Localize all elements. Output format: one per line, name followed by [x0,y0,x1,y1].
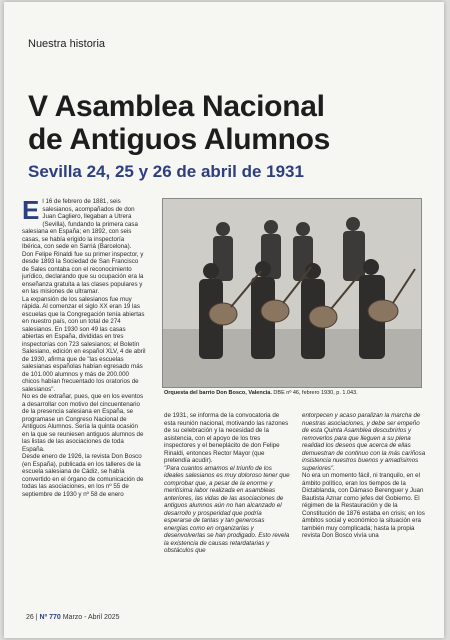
paragraph: l 16 de febrero de 1881, seis salesianos, acompañados de don Juan Cagliero, llegaban a Utrera (Sevilla), fundando la primera casa salesiana en España; en 1892, con seis casas, se había erigido la inspectoría Ibérica, con sede en Sarriá (Barcelona). [22,198,138,250]
title-line-1: V Asamblea Nacional [28,90,325,123]
orchestra-photo-image [163,199,421,387]
page-footer: 26 | Nº 770 Marzo - Abril 2025 [26,614,120,621]
paragraph: Don Felipe Rinaldi fue su primer inspector, y desde 1893 la Sociedad de San Francisco de Sales contaba con el reconocimiento jurídico, declarando que su ocupación era la enseñanza gratuita a las clases populares y en las misiones de ultramar. [22,250,144,295]
title-line-2: de Antiguos Alumnos [28,123,331,156]
quote-paragraph: entorpecen y acaso paralizan la marcha de nuestras asociaciones, y debe ser empeño de esta Quinta Asamblea descubrirlos y removerlos para que lleguen a su plena realidad los deseos que acerca de ellas demuestran de continuo con la más cariñosa insistencia nuestros buenos y amadísimos superiores". [302,412,426,472]
paragraph: Desde enero de 1926, la revista Don Bosco (en España), publicada en los talleres de la escuela salesiana de Cádiz, se había convertido en el órgano de comunicación de todas las asociaciones, en los nº 55 de septiembre de 1930 y nº 58 de enero [22,453,144,498]
photo-caption [164,390,426,397]
paragraph: de 1931, se informa de la convocatoria de esta reunión nacional, motivando las razones de su celebración y la necesidad de la asistencia, con el apoyo de los tres inspectores y el beneplácito de don Felipe Rinaldi, entonces Rector Mayor (que pretendía acudir). [164,412,289,464]
issue-date: Marzo - Abril 2025 [62,614,120,621]
section-label: Nuestra historia [28,38,106,50]
issue-number: Nº 770 [39,614,61,621]
paragraph: No era un momento fácil, ni tranquilo, en el ámbito político, eran los tiempos de la Dictablanda, con Dámaso Berenguer y Juan Bautista Aznar como jefes del Gobierno. El régimen de la Restauración y de la Constitución de 1876 estaba en crisis; en los ámbitos social y económico la situación era también muy complicada; hasta la propia revista Don Bosco vivía una [302,472,425,539]
paragraph: No es de extrañar, pues, que en los eventos a desarrollar con motivo del cincuentenario de la presencia salesiana en España, se programase un Congreso Nacional de Antiguos Alumnos. Sería la quinta ocasión en la que se reuniesen antiguos alumnos de las listas de las asociaciones de toda España. [22,393,144,453]
quote-paragraph: "Para cuantos amamos el triunfo de los ideales salesianos es muy doloroso tener que comprobar que, a pesar de la enorme y meritísima labor realizada en asambleas anteriores, las vidas de las asociaciones de antiguos alumnos aún no han alcanzado el desarrollo y prosperidad que podría esperarse de tantas y tan generosas energías como en organizarlas y desenvolverlas se han prodigado. Esto revela la existencia de causas retardatarias y obstáculos que [164,464,290,554]
drop-cap: E [22,198,40,225]
text-column-3 [302,412,428,606]
magazine-page [4,2,444,638]
article-subtitle: Sevilla 24, 25 y 26 de abril de 1931 [28,162,304,181]
article-title [28,90,438,156]
text-column-2 [164,412,290,606]
text-column-1 [22,198,146,606]
caption-source: DBE nº 46, febrero 1930, p. 1.043. [271,390,358,396]
page-number: 26 [26,614,34,621]
caption-title: Orquesta del barrio Don Bosco, Valencia. [164,390,272,396]
paragraph: La expansión de los salesianos fue muy rápida. Al comenzar el siglo XX eran 19 las escuelas que la Congregación tenía abiertas en nuestro país, con un total de 274 salesianos. En 1930 son 49 las casas abiertas en España, divididas en tres inspectorías con 723 salesianos; el Boletín Salesiano, edición en español XLV, 4 de abril de 1930, afirma que de "las escuelas salesianas españolas habían egresado más de 101.000 alumnos y más de 200.000 chicos habían frecuentado los oratorios de salesianos". [22,295,146,393]
orchestra-photo [162,198,422,388]
